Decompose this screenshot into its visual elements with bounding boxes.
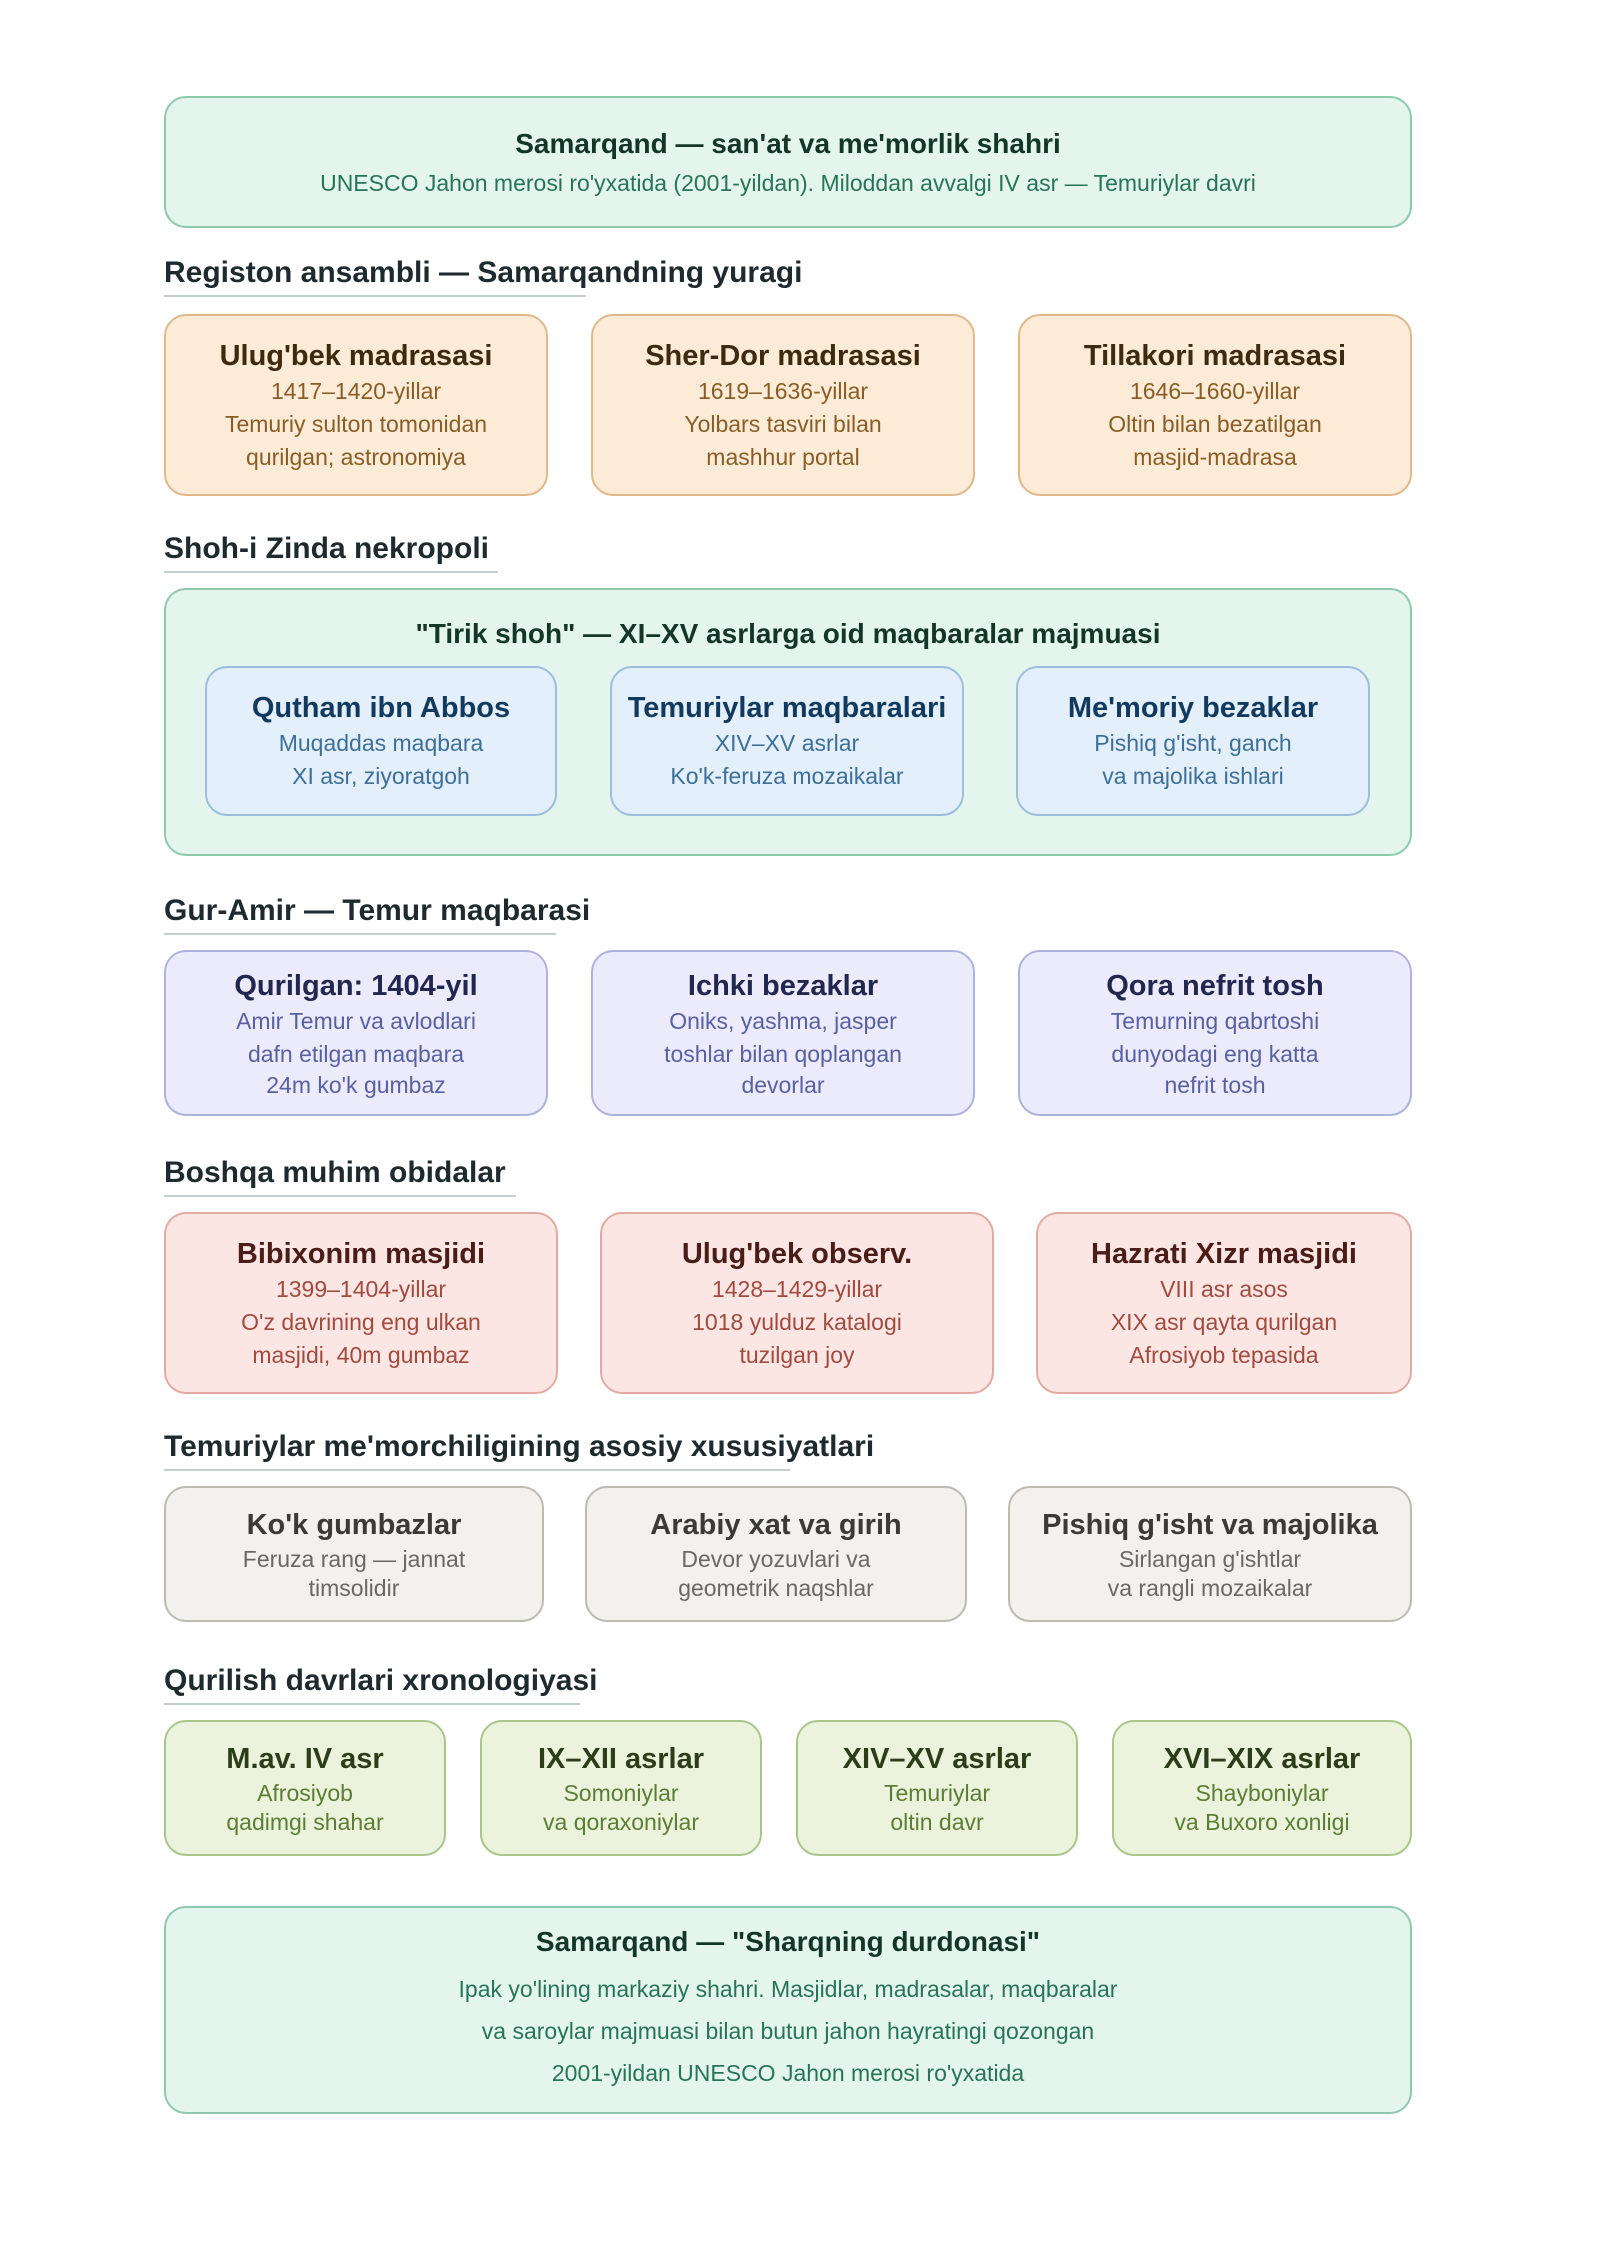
card-title: Sher-Dor madrasasi (645, 339, 921, 372)
card-ichki-bezaklar (591, 950, 975, 1116)
card-title: Ichki bezaklar (687, 970, 879, 1002)
card-line: geometrik naqshlar (678, 1575, 874, 1601)
card-line: qurilgan; astronomiya (246, 443, 466, 470)
card-line: va rangli mozaikalar (1107, 1575, 1313, 1601)
card-line: dunyodagi eng katta (1111, 1041, 1319, 1067)
footer-line: Ipak yo'lining markaziy shahri. Masjidlar, madrasalar, maqbaralar (458, 1976, 1118, 2002)
card-qurilgan-1404 (164, 950, 548, 1116)
footer-line: va saroylar majmuasi bilan butun jahon hayratingi qozongan (481, 2018, 1095, 2044)
section-underline (164, 933, 556, 935)
card-title: Tillakori madrasasi (1083, 339, 1347, 372)
footer-box (164, 1906, 1412, 2114)
footer-line: 2001-yildan UNESCO Jahon merosi ro'yxatida (551, 2060, 1025, 2086)
card-kok-gumbazlar (164, 1486, 544, 1622)
card-line: va majolika ishlari (1102, 763, 1284, 789)
card-qora-nefrit-tosh (1018, 950, 1412, 1116)
card-line: VIII asr asos (1160, 1275, 1288, 1302)
card-title: Pishiq g'isht va majolika (1042, 1509, 1378, 1541)
section-title-shohizinda: Shoh-i Zinda nekropoli (164, 532, 489, 565)
card-title: Hazrati Xizr masjidi (1091, 1237, 1357, 1270)
card-line: Sirlangan g'ishtlar (1118, 1546, 1302, 1572)
card-line: dafn etilgan maqbara (247, 1041, 465, 1067)
card-line: timsolidir (308, 1575, 400, 1601)
section-underline (164, 1195, 516, 1197)
section-title-guramir: Gur-Amir — Temur maqbarasi (164, 894, 591, 927)
card-tillakori-madrasasi (1018, 314, 1412, 496)
card-line: Yolbars tasviri bilan (684, 410, 882, 437)
footer-title: Samarqand — "Sharqning durdonasi" (535, 1926, 1041, 1957)
card-line: Afrosiyob tepasida (1129, 1341, 1319, 1368)
card-line: Temuriylar (883, 1780, 991, 1806)
card-title: Qutham ibn Abbos (251, 692, 511, 724)
card-line: 1399–1404-yillar (275, 1275, 447, 1302)
section-underline (164, 1703, 580, 1705)
card-ulugbek-madrasasi (164, 314, 548, 496)
section-underline (164, 295, 586, 297)
card-ulugbek-observatoriyasi (600, 1212, 994, 1394)
card-title: IX–XII asrlar (537, 1743, 705, 1775)
card-line: O'z davrining eng ulkan (241, 1308, 481, 1335)
card-line: va Buxoro xonligi (1174, 1809, 1350, 1835)
card-line: nefrit tosh (1164, 1072, 1266, 1098)
header-box (164, 96, 1412, 228)
card-memoriy-bezaklar (1016, 666, 1370, 816)
section-title-xususiyatlar: Temuriylar me'morchiligining asosiy xususiyatlari (164, 1430, 875, 1463)
card-line: devorlar (741, 1072, 825, 1098)
card-line: 24m ko'k gumbaz (266, 1072, 446, 1098)
card-ix-xii-asrlar (480, 1720, 762, 1856)
card-line: tuzilgan joy (739, 1341, 855, 1368)
card-temuriylar-maqbaralari (610, 666, 964, 816)
card-title: Temuriylar maqbaralari (627, 692, 947, 724)
section-title-boshqa: Boshqa muhim obidalar (164, 1156, 506, 1189)
card-bibixonim-masjidi (164, 1212, 558, 1394)
card-line: Oltin bilan bezatilgan (1108, 410, 1322, 437)
header-title: Samarqand — san'at va me'morlik shahri (515, 127, 1061, 159)
card-line: mashhur portal (706, 443, 860, 470)
card-title: Qora nefrit tosh (1106, 970, 1324, 1002)
card-arabiy-xat-girih (585, 1486, 967, 1622)
card-line: Feruza rang — jannat (242, 1546, 466, 1572)
card-line: Shayboniylar (1195, 1780, 1329, 1806)
card-line: Amir Temur va avlodlari (236, 1008, 476, 1034)
card-line: Temurning qabrtoshi (1110, 1008, 1320, 1034)
card-line: Afrosiyob (257, 1780, 353, 1806)
card-line: Somoniylar (563, 1780, 679, 1806)
card-title: XVI–XIX asrlar (1163, 1743, 1361, 1775)
shohizinda-container-title: "Tirik shoh" — XI–XV asrlarga oid maqbaralar majmuasi (415, 618, 1161, 649)
card-pishiq-gisht-majolika (1008, 1486, 1412, 1622)
header-subtitle: UNESCO Jahon merosi ro'yxatida (2001-yildan). Miloddan avvalgi IV asr — Temuriylar davri (320, 169, 1256, 196)
card-sherdor-madrasasi (591, 314, 975, 496)
card-line: qadimgi shahar (226, 1809, 384, 1835)
card-line: Oniks, yashma, jasper (669, 1008, 897, 1034)
card-line: masjidi, 40m gumbaz (252, 1341, 470, 1368)
card-title: Ko'k gumbazlar (246, 1509, 462, 1541)
card-line: masjid-madrasa (1133, 443, 1297, 470)
card-qutham-ibn-abbos (205, 666, 557, 816)
card-line: Devor yozuvlari va (681, 1546, 871, 1572)
card-miloddan-avval-iv-asr (164, 1720, 446, 1856)
section-title-registon: Registon ansambli — Samarqandning yuragi (164, 256, 803, 289)
card-title: Me'moriy bezaklar (1067, 692, 1319, 724)
card-title: Qurilgan: 1404-yil (234, 970, 478, 1002)
section-title-xronologiya: Qurilish davrlari xronologiyasi (164, 1664, 598, 1697)
card-line: Temuriy sulton tomonidan (224, 410, 488, 437)
card-line: 1428–1429-yillar (711, 1275, 883, 1302)
section-underline (164, 571, 498, 573)
card-title: Arabiy xat va girih (650, 1509, 902, 1541)
card-line: Ko'k-feruza mozaikalar (670, 763, 904, 789)
card-line: XI asr, ziyoratgoh (292, 763, 470, 789)
card-xiv-xv-asrlar (796, 1720, 1078, 1856)
card-line: Muqaddas maqbara (278, 730, 484, 756)
card-line: Pishiq g'isht, ganch (1094, 730, 1292, 756)
section-underline (164, 1469, 790, 1471)
card-line: 1018 yulduz katalogi (692, 1308, 902, 1335)
card-title: Ulug'bek madrasasi (219, 339, 493, 372)
card-hazrati-xizr-masjidi (1036, 1212, 1412, 1394)
card-title: M.av. IV asr (226, 1743, 384, 1775)
card-line: XIX asr qayta qurilgan (1110, 1308, 1338, 1335)
card-title: Ulug'bek observ. (681, 1237, 913, 1270)
card-line: oltin davr (890, 1809, 984, 1835)
card-title: XIV–XV asrlar (842, 1743, 1032, 1775)
card-line: va qoraxoniylar (543, 1809, 699, 1835)
card-line: toshlar bilan qoplangan (664, 1041, 902, 1067)
card-line: 1646–1660-yillar (1129, 377, 1301, 404)
card-line: 1417–1420-yillar (270, 377, 442, 404)
card-xvi-xix-asrlar (1112, 1720, 1412, 1856)
card-line: XIV–XV asrlar (714, 730, 860, 756)
card-title: Bibixonim masjidi (236, 1237, 486, 1270)
card-line: 1619–1636-yillar (697, 377, 869, 404)
